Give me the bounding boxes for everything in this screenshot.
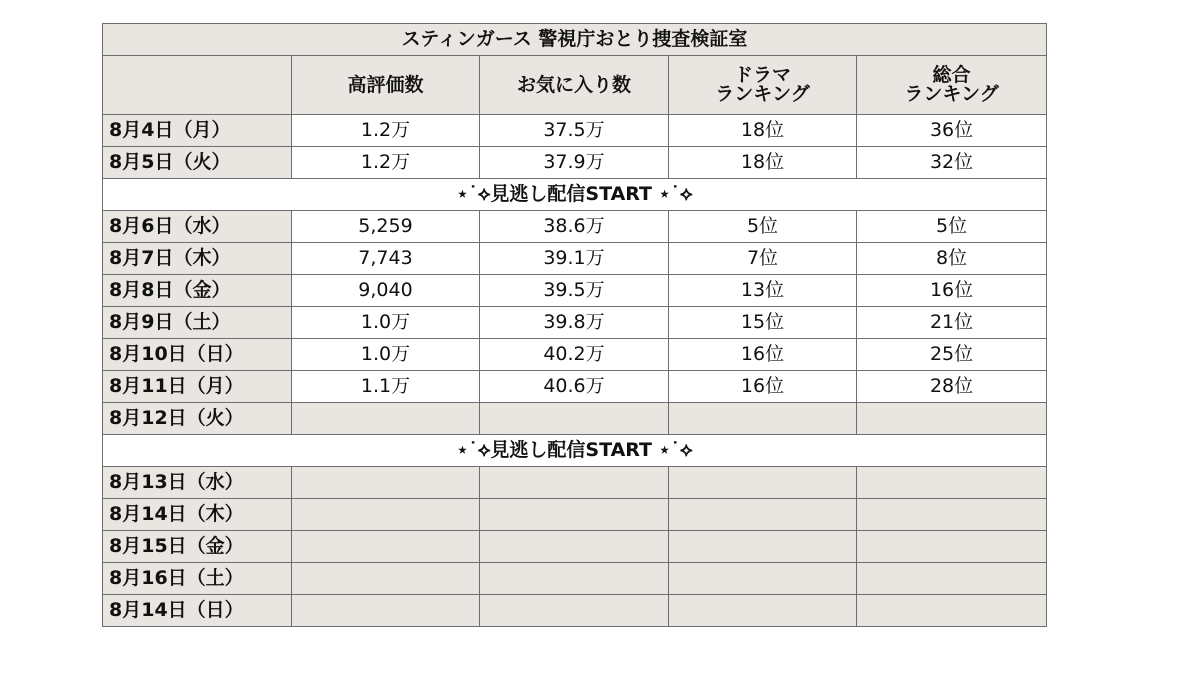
- row-rating: 5,259: [292, 211, 480, 243]
- row-rating: 1.1万: [292, 371, 480, 403]
- table-row: [103, 211, 1047, 243]
- row-drama-rank: 13位: [669, 275, 857, 307]
- row-rating: 1.2万: [292, 147, 480, 179]
- row-date: 8月6日（水）: [103, 211, 292, 243]
- header-favorites-label: お気に入り数: [516, 73, 631, 96]
- row-rating: [292, 467, 480, 499]
- row-overall-rank: [857, 467, 1047, 499]
- table-title: スティンガース 警視庁おとり捜査検証室: [103, 24, 1047, 56]
- row-drama-rank: [669, 403, 857, 435]
- header-row: [103, 56, 1047, 115]
- row-drama-rank: 15位: [669, 307, 857, 339]
- row-rating: 7,743: [292, 243, 480, 275]
- table-row: [103, 563, 1047, 595]
- notice-row: [103, 435, 1047, 467]
- table-row: [103, 115, 1047, 147]
- table-row: [103, 275, 1047, 307]
- row-overall-rank: 32位: [857, 147, 1047, 179]
- notice-row: [103, 179, 1047, 211]
- row-rating: 1.2万: [292, 115, 480, 147]
- table-row: [103, 595, 1047, 627]
- row-overall-rank: [857, 531, 1047, 563]
- row-date: 8月11日（月）: [103, 371, 292, 403]
- row-drama-rank: 7位: [669, 243, 857, 275]
- table-row: [103, 147, 1047, 179]
- row-rating: [292, 595, 480, 627]
- row-date: 8月8日（金）: [103, 275, 292, 307]
- row-overall-rank: 5位: [857, 211, 1047, 243]
- row-date: 8月15日（金）: [103, 531, 292, 563]
- row-favorites: 37.9万: [480, 147, 669, 179]
- header-drama-ranking: [669, 56, 857, 115]
- header-drama-ranking-line1: ドラマ: [733, 64, 791, 86]
- row-favorites: 40.2万: [480, 339, 669, 371]
- header-overall-ranking-line1: 総合: [932, 64, 971, 86]
- row-overall-rank: 25位: [857, 339, 1047, 371]
- row-drama-rank: [669, 595, 857, 627]
- row-favorites: [480, 499, 669, 531]
- row-rating: 9,040: [292, 275, 480, 307]
- row-favorites: [480, 563, 669, 595]
- title-row: [103, 24, 1047, 56]
- row-drama-rank: 18位: [669, 115, 857, 147]
- row-date: 8月5日（火）: [103, 147, 292, 179]
- row-favorites: [480, 403, 669, 435]
- row-overall-rank: [857, 563, 1047, 595]
- row-favorites: 38.6万: [480, 211, 669, 243]
- row-rating: 1.0万: [292, 307, 480, 339]
- row-date: 8月10日（日）: [103, 339, 292, 371]
- row-overall-rank: 36位: [857, 115, 1047, 147]
- row-date: 8月14日（日）: [103, 595, 292, 627]
- row-date: 8月14日（木）: [103, 499, 292, 531]
- streaming-start-notice: ⋆˙⟡見逃し配信START ⋆˙⟡: [103, 435, 1047, 467]
- stats-table: [102, 23, 1047, 627]
- row-rating: [292, 499, 480, 531]
- row-overall-rank: [857, 403, 1047, 435]
- table-row: [103, 531, 1047, 563]
- row-overall-rank: 16位: [857, 275, 1047, 307]
- row-overall-rank: 21位: [857, 307, 1047, 339]
- row-overall-rank: 8位: [857, 243, 1047, 275]
- row-date: 8月13日（水）: [103, 467, 292, 499]
- header-rating-label: 高評価数: [347, 73, 424, 96]
- row-drama-rank: [669, 531, 857, 563]
- header-rating: [292, 56, 480, 115]
- row-favorites: [480, 467, 669, 499]
- header-drama-ranking-line2: ランキング: [715, 83, 810, 105]
- row-drama-rank: 16位: [669, 371, 857, 403]
- row-date: 8月7日（木）: [103, 243, 292, 275]
- table-row: [103, 339, 1047, 371]
- row-date: 8月12日（火）: [103, 403, 292, 435]
- row-favorites: 37.5万: [480, 115, 669, 147]
- streaming-start-notice: ⋆˙⟡見逃し配信START ⋆˙⟡: [103, 179, 1047, 211]
- table-row: [103, 371, 1047, 403]
- row-favorites: 40.6万: [480, 371, 669, 403]
- row-drama-rank: 18位: [669, 147, 857, 179]
- row-favorites: [480, 531, 669, 563]
- row-rating: 1.0万: [292, 339, 480, 371]
- header-overall-ranking-line2: ランキング: [904, 83, 999, 105]
- row-rating: [292, 563, 480, 595]
- table-row: [103, 243, 1047, 275]
- row-drama-rank: [669, 467, 857, 499]
- row-date: 8月4日（月）: [103, 115, 292, 147]
- row-favorites: 39.5万: [480, 275, 669, 307]
- row-overall-rank: [857, 595, 1047, 627]
- row-overall-rank: [857, 499, 1047, 531]
- row-favorites: [480, 595, 669, 627]
- row-rating: [292, 531, 480, 563]
- table-row: [103, 307, 1047, 339]
- row-date: 8月9日（土）: [103, 307, 292, 339]
- header-favorites: [480, 56, 669, 115]
- row-date: 8月16日（土）: [103, 563, 292, 595]
- table-row: [103, 467, 1047, 499]
- table-row: [103, 499, 1047, 531]
- row-drama-rank: [669, 499, 857, 531]
- row-favorites: 39.8万: [480, 307, 669, 339]
- row-drama-rank: 16位: [669, 339, 857, 371]
- row-favorites: 39.1万: [480, 243, 669, 275]
- row-overall-rank: 28位: [857, 371, 1047, 403]
- header-date-blank: [103, 56, 292, 115]
- row-rating: [292, 403, 480, 435]
- header-overall-ranking: [857, 56, 1047, 115]
- row-drama-rank: 5位: [669, 211, 857, 243]
- table-row: [103, 403, 1047, 435]
- row-drama-rank: [669, 563, 857, 595]
